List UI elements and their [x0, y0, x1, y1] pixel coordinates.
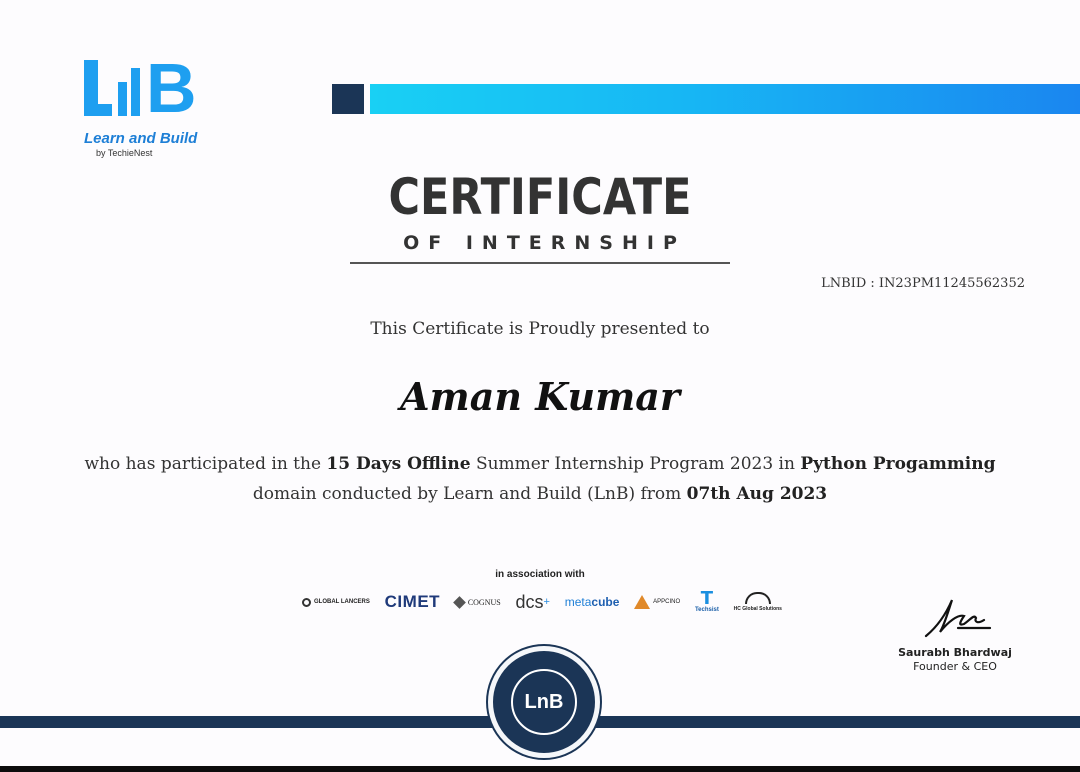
- global-lancers-icon: [302, 598, 311, 607]
- desc-text-3: domain conducted by Learn and Build (LnB) from: [252, 484, 687, 504]
- logo-byline: by TechieNest: [96, 148, 153, 158]
- program-duration: 15 Days Offline: [326, 454, 471, 474]
- partner-metacube: meta cube: [564, 595, 620, 609]
- techsist-icon: T: [700, 588, 714, 609]
- certificate-title: CERTIFICATE: [388, 168, 692, 226]
- desc-text-2: Summer Internship Program 2023 in: [470, 454, 801, 474]
- association-label: in association with: [495, 569, 585, 580]
- bottom-black-border: [0, 766, 1080, 772]
- lnb-logo: [84, 49, 224, 158]
- lnbid-number: LNBID : IN23PM11245562352: [821, 276, 1025, 291]
- partner-appcino: APPCINO: [634, 595, 680, 609]
- seal-inner-ring: [511, 669, 577, 735]
- header-accent-square: [332, 84, 364, 114]
- program-domain: Python Progamming: [800, 454, 996, 474]
- partner-cimet: CIMET: [384, 592, 441, 611]
- hc-global-icon: [745, 592, 771, 604]
- partner-techsist: T Techsist: [694, 588, 719, 613]
- certified-seal: [488, 646, 600, 758]
- partner-dcs: dcs +: [515, 591, 550, 612]
- presented-to-text: This Certificate is Proudly presented to: [370, 319, 710, 339]
- program-start-date: 07th Aug 2023: [686, 484, 828, 504]
- partner-hc-global: HC Global Solutions: [734, 592, 782, 612]
- appcino-icon: [634, 595, 650, 609]
- title-divider: [350, 262, 730, 264]
- signature-image: [918, 592, 998, 642]
- lnb-logo-mark: B: [84, 58, 224, 116]
- signatory-role: Founder & CEO: [913, 660, 997, 673]
- signatory-block: [880, 646, 1030, 674]
- desc-text-1: who has participated in the: [84, 454, 327, 474]
- signatory-name: Saurabh Bhardwaj: [898, 646, 1012, 659]
- partner-logos: [302, 587, 782, 617]
- certificate-description: [40, 449, 1040, 509]
- header-accent-bar: [370, 84, 1080, 114]
- seal-logo: LnB: [524, 690, 564, 713]
- partner-global-lancers: GLOBAL LANCERS: [302, 598, 370, 607]
- cognus-icon: [453, 596, 466, 609]
- partner-cognus: COGNUS: [455, 598, 501, 607]
- recipient-name: Aman Kumar: [400, 374, 680, 419]
- certificate-subtitle: OF INTERNSHIP: [403, 232, 686, 254]
- logo-tagline: Learn and Build: [84, 130, 198, 147]
